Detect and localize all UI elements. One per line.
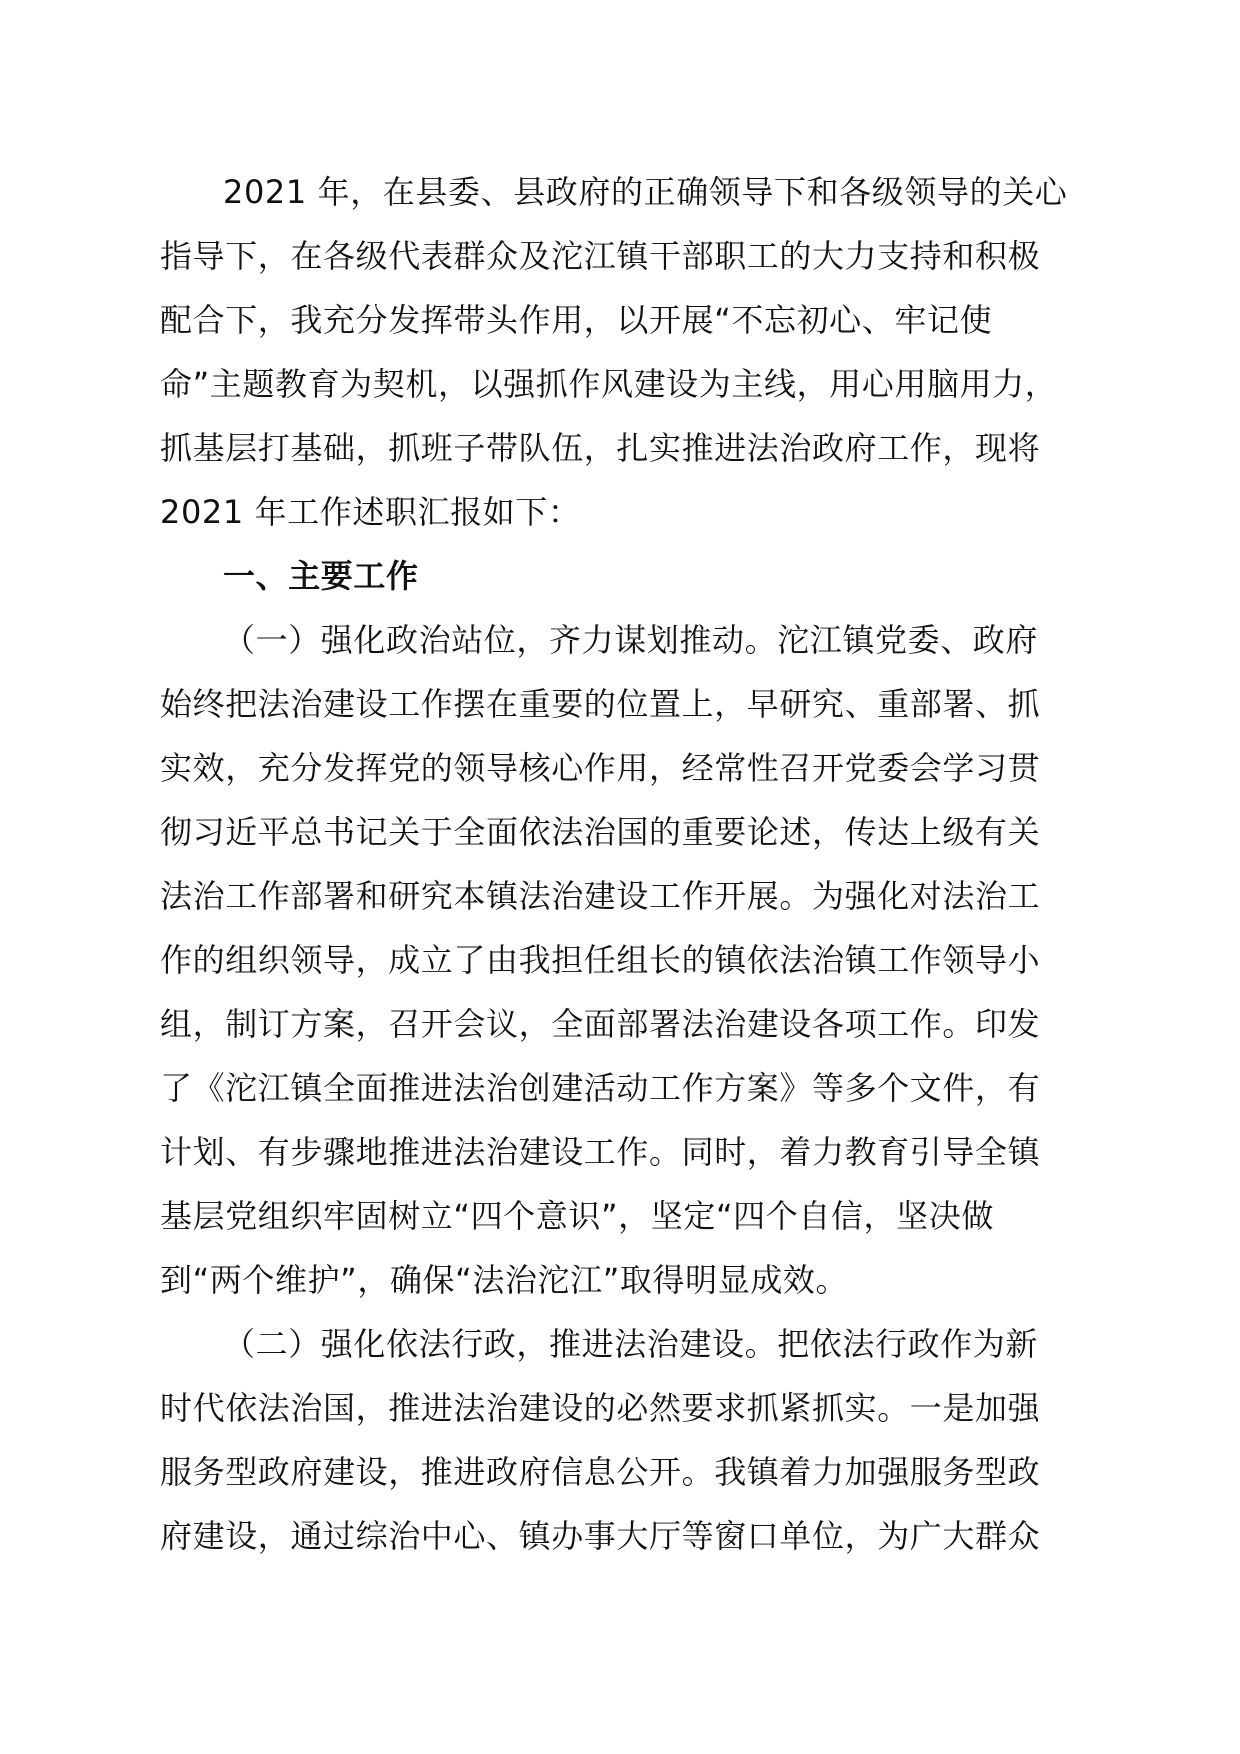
paragraph-intro-line-4: 命”主题教育为契机，以强抓作风建设为主线，用心用脑用力， xyxy=(160,365,1058,403)
paragraph-one-line-7: 组，制订方案，召开会议，全面部署法治建设各项工作。印发 xyxy=(160,1005,1041,1043)
paragraph-intro-line-6: 2021 年工作述职汇报如下： xyxy=(160,493,581,531)
paragraph-two-line-1: （二）强化依法行政，推进法治建设。把依法行政作为新 xyxy=(223,1325,1039,1363)
paragraph-two-line-2: 时代依法治国，推进法治建设的必然要求抓紧抓实。一是加强 xyxy=(160,1389,1041,1427)
paragraph-one-line-8: 了《沱江镇全面推进法治创建活动工作方案》等多个文件，有 xyxy=(160,1069,1041,1107)
paragraph-one-line-5: 法治工作部署和研究本镇法治建设工作开展。为强化对法治工 xyxy=(160,877,1041,915)
paragraph-intro-line-2: 指导下，在各级代表群众及沱江镇干部职工的大力支持和积极 xyxy=(160,237,1041,275)
paragraph-one-line-2: 始终把法治建设工作摆在重要的位置上，早研究、重部署、抓 xyxy=(160,685,1041,723)
paragraph-one-line-10: 基层党组织牢固树立“四个意识”，坚定“四个自信，坚决做 xyxy=(160,1197,994,1235)
paragraph-intro-line-5: 抓基层打基础，抓班子带队伍，扎实推进法治政府工作，现将 xyxy=(160,429,1041,467)
paragraph-one-line-1: （一）强化政治站位，齐力谋划推动。沱江镇党委、政府 xyxy=(223,621,1039,659)
paragraph-intro-line-1: 2021 年，在县委、县政府的正确领导下和各级领导的关心 xyxy=(223,173,1068,211)
paragraph-one-line-4: 彻习近平总书记关于全面依法治国的重要论述，传达上级有关 xyxy=(160,813,1041,851)
paragraph-two-line-4: 府建设，通过综治中心、镇办事大厅等窗口单位，为广大群众 xyxy=(160,1517,1041,1555)
paragraph-one-line-3: 实效，充分发挥党的领导核心作用，经常性召开党委会学习贯 xyxy=(160,749,1041,787)
paragraph-one-line-6: 作的组织领导，成立了由我担任组长的镇依法治镇工作领导小 xyxy=(160,941,1041,979)
section-heading-main-work: 一、主要工作 xyxy=(223,557,419,595)
paragraph-one-line-9: 计划、有步骤地推进法治建设工作。同时，着力教育引导全镇 xyxy=(160,1133,1041,1171)
paragraph-two-line-3: 服务型政府建设，推进政府信息公开。我镇着力加强服务型政 xyxy=(160,1453,1041,1491)
paragraph-intro-line-3: 配合下，我充分发挥带头作用，以开展“不忘初心、牢记使 xyxy=(160,301,993,339)
paragraph-one-line-11: 到“两个维护”，确保“法治沱江”取得明显成效。 xyxy=(160,1261,849,1299)
